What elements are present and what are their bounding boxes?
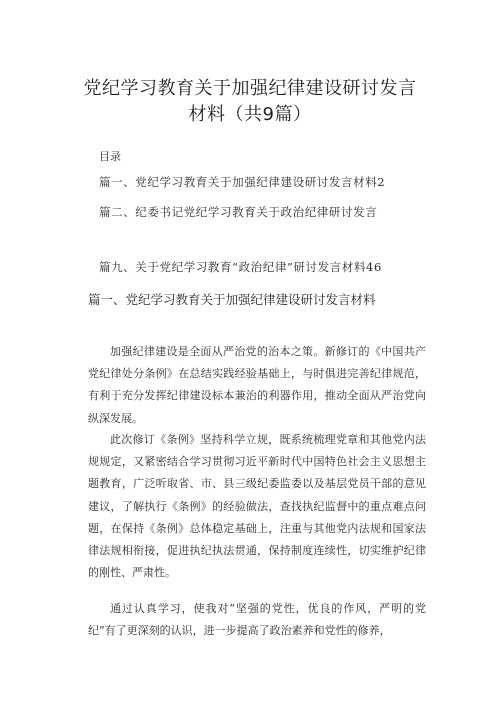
toc-item-2[interactable]: 篇二、纪委书记党纪学习教育关于政治纪律研讨发言: [99, 205, 378, 219]
body-paragraph-2: 此次修订《条例》坚持科学立规，既系统梳理党章和其他党内法规规定，又紧密结合学习贯彻习近平新时代中国特色社会主义思想主题教育，广泛听取省、市、县三级纪委监委以及基层党员干部的意见建议，了解执行《条例》的经验做法，查找执纪监督中的重点难点问题，在保持《条例》总体稳定基础上，注重与其他党内法规和国家法律法规相衔接，促进执纪执法贯通，保持制度连续性，切实维护纪律的刚性、严肃性。: [88, 433, 426, 580]
document-title-line-2: 材料（共9篇）: [188, 104, 312, 125]
document-title-line-1: 党纪学习教育关于加强纪律建设研讨发言: [83, 78, 417, 99]
section-heading: 篇一、党纪学习教育关于加强纪律建设研讨发言材料: [88, 292, 376, 307]
body-paragraph-1: 加强纪律建设是全面从严治党的治本之策。新修订的《中国共产党纪律处分条例》在总结实践经验基础上，与时俱进完善纪律规范，有利于充分发挥纪律建设标本兼治的利器作用，推动全面从严治党向纵深发展。: [88, 345, 426, 425]
body-paragraph-3: 通过认真学习，使我对“坚强的党性，优良的作风，严明的党纪”有了更深刻的认识，进一步提高了政治素养和党性的修养，: [88, 602, 426, 638]
toc-item-1[interactable]: 篇一、党纪学习教育关于加强纪律建设研讨发言材料2: [99, 175, 386, 189]
toc-heading: 目录: [99, 150, 121, 163]
toc-item-9[interactable]: 篇九、关于党纪学习教育“政治纪律”研讨发言材料46: [99, 260, 382, 274]
